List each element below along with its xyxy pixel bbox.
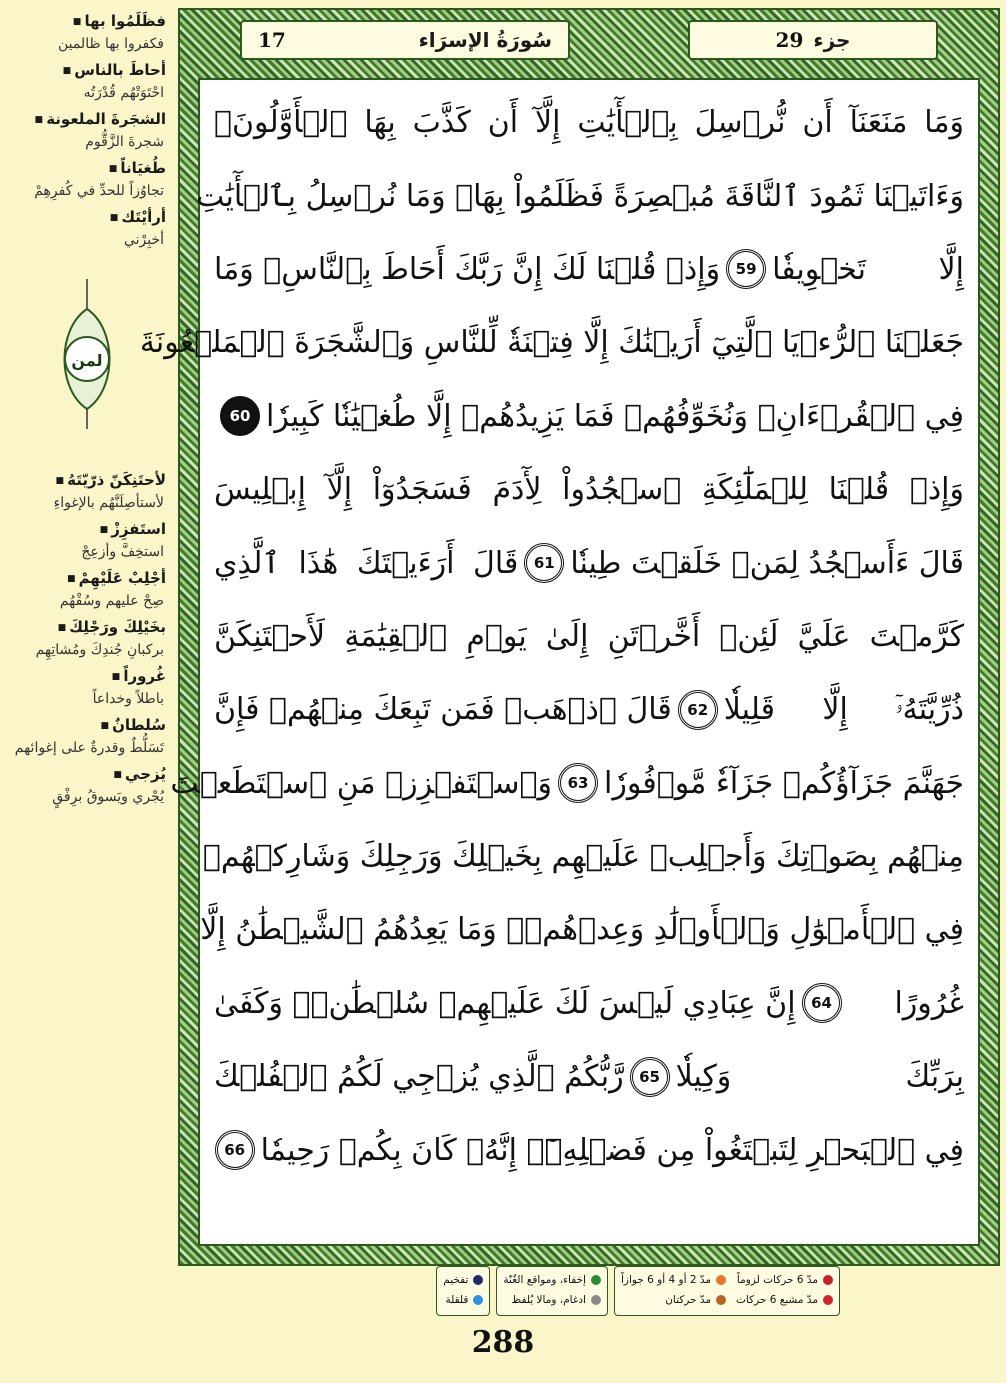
- ayah-number-marker: 59: [726, 249, 766, 289]
- legend-row: [621, 1270, 726, 1290]
- juz-label: جزء: [813, 28, 851, 52]
- ayah-number-marker: 61: [524, 543, 564, 583]
- verse-text: قَالَ أَرَءَيۡتَكَ هَٰذَا ٱلَّذِي: [214, 545, 519, 581]
- gloss-meaning: أخبِرْني: [123, 232, 164, 248]
- legend-label: ادغام، ومالا يُلفظ: [511, 1294, 586, 1306]
- gloss-item: [8, 157, 166, 202]
- verse-line: [214, 86, 964, 159]
- gloss-word: استَفزِزْ ■: [8, 518, 166, 541]
- verse-line: [202, 820, 964, 893]
- legend-row: [503, 1270, 601, 1290]
- gloss-word: يُزجي ■: [8, 763, 166, 786]
- verse-text: غُرُورًا: [894, 985, 964, 1021]
- gloss-meaning: استخِفَّ وأزعِجْ: [81, 544, 164, 560]
- gloss-item: [8, 59, 166, 104]
- verse-text: وَءَاتَيۡنَا ثَمُودَ ٱلنَّاقَةَ مُبۡصِرَةً فَظَلَمُواْ بِهَاۚ وَمَا نُرۡسِلُ بِٱلۡأٓيَٰتِ: [196, 178, 964, 214]
- legend-color-dot-icon: [823, 1275, 833, 1285]
- ayah-number-marker: 62: [678, 690, 718, 730]
- juz-number: 29: [775, 28, 804, 52]
- legend-row: [621, 1290, 726, 1310]
- gloss-word: بخَيْلِكَ ورَجْلِكَ ■: [8, 616, 166, 639]
- legend-box-ghunna: [496, 1266, 608, 1316]
- legend-label: مدّ 6 حركات لزوماً: [736, 1274, 818, 1286]
- surah-number: 17: [258, 28, 286, 52]
- gloss-word: أجْلِبْ عَلَيْهِمْ ■: [8, 567, 166, 590]
- page-number: 288: [471, 1325, 535, 1360]
- gloss-word: الشجَرةَ الملعونة ■: [8, 108, 166, 131]
- verse-text: إِلَّا تَخۡوِيفٗا: [772, 251, 964, 287]
- gloss-meaning: باطلاً وخداعاً: [92, 691, 164, 707]
- legend-row: [736, 1290, 833, 1310]
- gloss-item: [8, 616, 166, 661]
- legend-color-dot-icon: [473, 1275, 483, 1285]
- hizb-ornament: [52, 279, 122, 429]
- ornament-label: لمن: [71, 351, 103, 370]
- tajweed-legend: [300, 1266, 840, 1316]
- legend-row: [503, 1290, 601, 1310]
- verse-text: فِي ٱلۡقُرۡءَانِۚ وَنُخَوِّفُهُمۡ فَمَا يَزِيدُهُمۡ إِلَّا طُغۡيَٰنٗا كَبِيرٗا: [266, 398, 964, 434]
- ayah-number-marker: 63: [558, 763, 598, 803]
- gloss-item: [8, 567, 166, 612]
- verse-text: قَالَ ءَأَسۡجُدُ لِمَنۡ خَلَقۡتَ طِينٗا: [570, 545, 964, 581]
- verse-text: فِي ٱلۡبَحۡرِ لِتَبۡتَغُواْ مِن فَضۡلِهِۦٓۚ إِنَّهُۥ كَانَ بِكُمۡ رَحِيمٗا: [260, 1132, 964, 1168]
- gloss-meaning: تَسَلُّطٌ وقدرةٌ على إغوائهم: [14, 740, 164, 756]
- verse-text: رَّبُّكُمُ ٱلَّذِي يُزۡجِي لَكُمُ ٱلۡفُلۡكَ: [214, 1059, 624, 1095]
- verse-line: [214, 673, 964, 746]
- ayah-number-marker: 64: [802, 983, 842, 1023]
- gloss-item: [8, 10, 166, 55]
- gloss-item: [8, 665, 166, 710]
- verse-text: جَعَلۡنَا ٱلرُّءۡيَا ٱلَّتِيٓ أَرَيۡنَٰكَ إِلَّا فِتۡنَةٗ لِّلنَّاسِ وَٱلشَّجَرَةَ ٱلۡمَلۡعُونَةَ: [139, 325, 964, 361]
- gloss-word: غُروراً ■: [8, 665, 166, 688]
- gloss-meaning: شجرةَ الزَّقُّوم: [85, 134, 164, 150]
- legend-row: [443, 1290, 483, 1310]
- margin-glosses: [8, 10, 166, 1260]
- legend-color-dot-icon: [716, 1295, 726, 1305]
- verse-text: بِرَبِّكَ وَكِيلٗا: [675, 1059, 964, 1095]
- ayah-number-marker: 60: [220, 396, 260, 436]
- legend-box-tafkheem: [436, 1266, 490, 1316]
- gloss-meaning: صِحْ عليهم وسُقْهُم: [59, 593, 164, 609]
- legend-color-dot-icon: [716, 1275, 726, 1285]
- verse-text: وَإِذۡ قُلۡنَا لِلۡمَلَٰٓئِكَةِ ٱسۡجُدُواْ لِأٓدَمَ فَسَجَدُوٓاْ إِلَّآ إِبۡلِيسَ: [214, 472, 964, 508]
- legend-label: مدّ 2 أو 4 أو 6 جوازاً: [620, 1274, 712, 1286]
- legend-color-dot-icon: [823, 1295, 833, 1305]
- verse-line: [170, 747, 964, 820]
- verse-text: وَإِذۡ قُلۡنَا لَكَ إِنَّ رَبَّكَ أَحَاطَ بِٱلنَّاسِۚ وَمَا: [214, 251, 721, 287]
- gloss-meaning: فكفروا بها ظالمين: [57, 36, 164, 52]
- legend-box-madd: [614, 1266, 840, 1316]
- verse-text: مِنۡهُم بِصَوۡتِكَ وَأَجۡلِبۡ عَلَيۡهِم بِخَيۡلِكَ وَرَجِلِكَ وَشَارِكۡهُمۡ: [202, 839, 964, 875]
- gloss-word: طُغيَاناً ■: [8, 157, 166, 180]
- gloss-list-bottom: [8, 469, 166, 808]
- verse-text: جَهَنَّمَ جَزَآؤُكُمۡ جَزَآءٗ مَّوۡفُورٗا: [604, 765, 964, 801]
- gloss-meaning: بركبانِ جُندِكَ ومُشاتِهِم: [35, 642, 164, 658]
- verse-line: [200, 893, 964, 966]
- verse-text: وَمَا مَنَعَنَآ أَن نُّرۡسِلَ بِٱلۡأٓيَٰتِ إِلَّآ أَن كَذَّبَ بِهَا ٱلۡأَوَّلُونَۚ: [214, 105, 964, 141]
- verse-line: [139, 306, 964, 379]
- legend-label: قلقلة: [445, 1294, 469, 1306]
- verse-line: [196, 159, 964, 232]
- legend-col-madd-2: [621, 1270, 726, 1312]
- verse-line: [214, 380, 964, 453]
- gloss-item: [8, 108, 166, 153]
- verse-line: [214, 600, 964, 673]
- surah-name: سُورَةُ الإسرَاء: [418, 28, 552, 52]
- legend-row: [443, 1270, 483, 1290]
- gloss-word: فظَلَمُوا بها ■: [8, 10, 166, 33]
- legend-label: إخفاء، ومواقع الغُنّة: [503, 1274, 586, 1286]
- legend-color-dot-icon: [591, 1275, 601, 1285]
- gloss-word: أحاطَ بالناس ■: [8, 59, 166, 82]
- gloss-item: [8, 714, 166, 759]
- verse-text: ذُرِّيَّتَهُۥٓ إِلَّا قَلِيلٗا: [723, 692, 964, 728]
- gloss-word: أرأيْتَك ■: [8, 206, 166, 229]
- gloss-meaning: تجاوُزاً للحدِّ في كُفرِهِمْ: [34, 183, 164, 199]
- verse-text: فِي ٱلۡأَمۡوَٰلِ وَٱلۡأَوۡلَٰدِ وَعِدۡهُمۡۚ وَمَا يَعِدُهُمُ ٱلشَّيۡطَٰنُ إِلَّا: [200, 912, 964, 948]
- gloss-item: [8, 763, 166, 808]
- verse-line: [214, 967, 964, 1040]
- legend-label: تفخيم: [443, 1274, 469, 1286]
- verse-line: [214, 453, 964, 526]
- verse-text: كَرَّمۡتَ عَلَيَّ لَئِنۡ أَخَّرۡتَنِ إِلَىٰ يَوۡمِ ٱلۡقِيَٰمَةِ لَأَحۡتَنِكَنَّ: [214, 618, 964, 654]
- legend-color-dot-icon: [591, 1295, 601, 1305]
- surah-header: [240, 20, 570, 60]
- legend-label: مدّ مشبع 6 حركات: [736, 1294, 818, 1306]
- gloss-meaning: احْتَوَتْهُم قُدْرَتُه: [83, 85, 164, 101]
- gloss-item: [8, 206, 166, 251]
- ayah-number-marker: 66: [215, 1130, 255, 1170]
- verse-line: [214, 1113, 964, 1186]
- legend-label: مدّ حركتان: [665, 1294, 712, 1306]
- gloss-word: سُلطانٌ ■: [8, 714, 166, 737]
- juz-header: [688, 20, 938, 60]
- verse-line: [214, 1040, 964, 1113]
- verse-text: وَٱسۡتَفۡزِزۡ مَنِ ٱسۡتَطَعۡتَ: [170, 765, 553, 801]
- verse-line: [214, 526, 964, 599]
- verse-text: إِنَّ عِبَادِي لَيۡسَ لَكَ عَلَيۡهِمۡ سُلۡطَٰنٞۚ وَكَفَىٰ: [214, 985, 796, 1021]
- legend-col-madd-1: [736, 1270, 833, 1312]
- verse-line: [214, 233, 964, 306]
- legend-row: [736, 1270, 833, 1290]
- gloss-word: لأحتَنِكَنّ ذرّيّتَهُ ■: [8, 469, 166, 492]
- gloss-item: [8, 469, 166, 514]
- gloss-meaning: لأستأصِلَنَّهُم بالإغواءِ: [53, 495, 164, 511]
- gloss-list-top: [8, 10, 166, 251]
- gloss-item: [8, 518, 166, 563]
- gloss-meaning: يُجْري ويَسوقُ برِفْقٍ: [52, 789, 164, 805]
- ayah-number-marker: 65: [630, 1057, 670, 1097]
- legend-color-dot-icon: [473, 1295, 483, 1305]
- verse-text: قَالَ ٱذۡهَبۡ فَمَن تَبِعَكَ مِنۡهُمۡ فَإِنَّ: [214, 692, 672, 728]
